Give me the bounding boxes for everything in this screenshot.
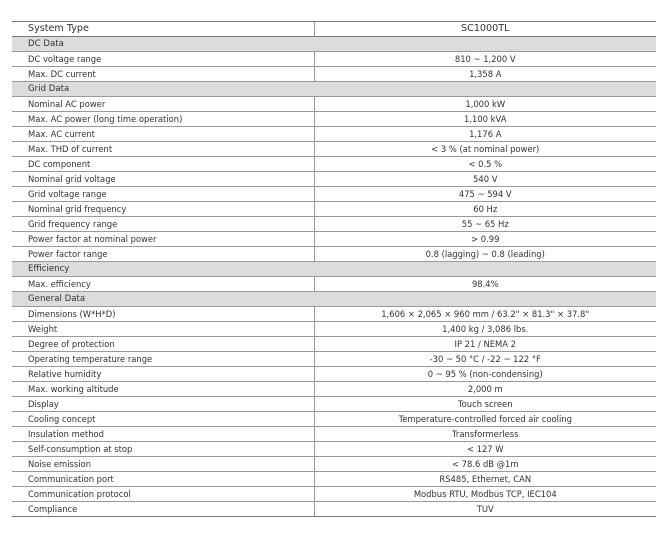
table-header-row xyxy=(12,22,656,37)
spec-label: Max. efficiency xyxy=(12,277,314,292)
spec-label: DC voltage range xyxy=(12,52,314,67)
spec-value: 1,606 × 2,065 × 960 mm / 63.2" × 81.3" × 37.8" xyxy=(314,307,656,322)
table-row xyxy=(12,382,656,397)
section-header-row xyxy=(12,262,656,277)
spec-value: 60 Hz xyxy=(314,202,656,217)
spec-table-body xyxy=(12,22,656,517)
spec-value: 55 ~ 65 Hz xyxy=(314,217,656,232)
spec-value: 1,000 kW xyxy=(314,97,656,112)
spec-label: Power factor at nominal power xyxy=(12,232,314,247)
table-row xyxy=(12,367,656,382)
section-header-row xyxy=(12,82,656,97)
spec-label: Max. AC power (long time operation) xyxy=(12,112,314,127)
spec-value: Transformerless xyxy=(314,427,656,442)
table-row xyxy=(12,427,656,442)
spec-value: 540 V xyxy=(314,172,656,187)
spec-label: Cooling concept xyxy=(12,412,314,427)
system-type-value: SC1000TL xyxy=(314,22,656,37)
table-row xyxy=(12,277,656,292)
spec-label: Power factor range xyxy=(12,247,314,262)
table-row xyxy=(12,97,656,112)
spec-label: Grid voltage range xyxy=(12,187,314,202)
spec-label: Max. DC current xyxy=(12,67,314,82)
table-row xyxy=(12,397,656,412)
section-title: Efficiency xyxy=(12,262,656,277)
spec-label: Noise emission xyxy=(12,457,314,472)
table-row xyxy=(12,457,656,472)
table-row xyxy=(12,307,656,322)
spec-value: TUV xyxy=(314,502,656,517)
table-row xyxy=(12,187,656,202)
spec-label: Max. AC current xyxy=(12,127,314,142)
spec-label: Nominal grid frequency xyxy=(12,202,314,217)
spec-value: < 0.5 % xyxy=(314,157,656,172)
spec-value: Touch screen xyxy=(314,397,656,412)
spec-label: Insulation method xyxy=(12,427,314,442)
table-row xyxy=(12,172,656,187)
spec-value: 1,400 kg / 3,086 lbs. xyxy=(314,322,656,337)
table-row xyxy=(12,217,656,232)
spec-value: < 127 W xyxy=(314,442,656,457)
spec-label: Self-consumption at stop xyxy=(12,442,314,457)
table-row xyxy=(12,337,656,352)
table-row xyxy=(12,202,656,217)
spec-value: 2,000 m xyxy=(314,382,656,397)
section-title: General Data xyxy=(12,292,656,307)
system-type-label: System Type xyxy=(12,22,314,37)
section-header-row xyxy=(12,292,656,307)
table-row xyxy=(12,142,656,157)
spec-label: Communication protocol xyxy=(12,487,314,502)
spec-label: Max. THD of current xyxy=(12,142,314,157)
spec-value: 98.4% xyxy=(314,277,656,292)
section-title: Grid Data xyxy=(12,82,656,97)
spec-value: 0.8 (lagging) ~ 0.8 (leading) xyxy=(314,247,656,262)
spec-value: > 0.99 xyxy=(314,232,656,247)
table-row xyxy=(12,472,656,487)
table-row xyxy=(12,247,656,262)
spec-label: Max. working altitude xyxy=(12,382,314,397)
spec-value: Modbus RTU, Modbus TCP, IEC104 xyxy=(314,487,656,502)
table-row xyxy=(12,412,656,427)
section-title: DC Data xyxy=(12,37,656,52)
table-row xyxy=(12,52,656,67)
spec-label: Operating temperature range xyxy=(12,352,314,367)
spec-label: Dimensions (W*H*D) xyxy=(12,307,314,322)
spec-label: Relative humidity xyxy=(12,367,314,382)
spec-label: Degree of protection xyxy=(12,337,314,352)
spec-label: Compliance xyxy=(12,502,314,517)
spec-label: Communication port xyxy=(12,472,314,487)
table-row xyxy=(12,67,656,82)
spec-label: Display xyxy=(12,397,314,412)
spec-label: Weight xyxy=(12,322,314,337)
spec-label: Nominal AC power xyxy=(12,97,314,112)
spec-table xyxy=(12,21,656,517)
table-row xyxy=(12,112,656,127)
table-row xyxy=(12,487,656,502)
table-row xyxy=(12,352,656,367)
spec-label: Grid frequency range xyxy=(12,217,314,232)
spec-value: 1,358 A xyxy=(314,67,656,82)
spec-value: 1,100 kVA xyxy=(314,112,656,127)
spec-value: -30 ~ 50 °C / -22 ~ 122 °F xyxy=(314,352,656,367)
table-row xyxy=(12,127,656,142)
spec-label: DC component xyxy=(12,157,314,172)
table-row xyxy=(12,322,656,337)
table-row xyxy=(12,502,656,517)
spec-label: Nominal grid voltage xyxy=(12,172,314,187)
section-header-row xyxy=(12,37,656,52)
spec-value: 810 ~ 1,200 V xyxy=(314,52,656,67)
spec-value: 1,176 A xyxy=(314,127,656,142)
table-row xyxy=(12,442,656,457)
spec-value: 475 ~ 594 V xyxy=(314,187,656,202)
table-row xyxy=(12,232,656,247)
table-row xyxy=(12,157,656,172)
spec-value: RS485, Ethernet, CAN xyxy=(314,472,656,487)
spec-value: < 3 % (at nominal power) xyxy=(314,142,656,157)
spec-value: < 78.6 dB @1m xyxy=(314,457,656,472)
spec-value: Temperature-controlled forced air cooling xyxy=(314,412,656,427)
spec-value: IP 21 / NEMA 2 xyxy=(314,337,656,352)
spec-value: 0 ~ 95 % (non-condensing) xyxy=(314,367,656,382)
